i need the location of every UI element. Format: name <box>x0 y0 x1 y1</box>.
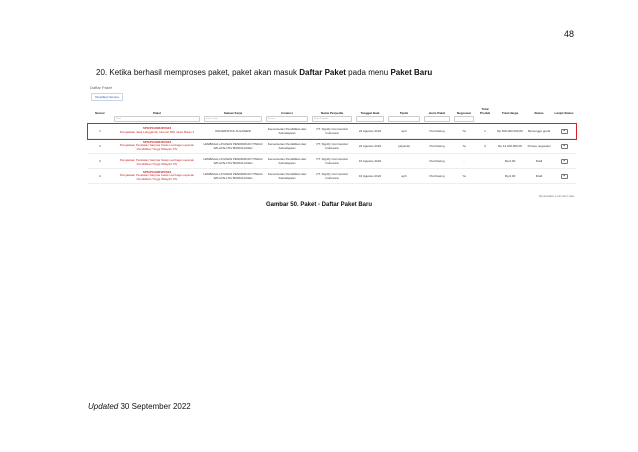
cell-produk: 3 <box>484 144 486 148</box>
paket-name[interactable]: Pengadaan Peralatan Sarpras Kelas Lembaga Layanan Pendidikan Tinggi Wilayah XIV <box>119 158 195 166</box>
col-lanjut-status: Lanjut Status <box>554 111 574 115</box>
col-negosiasi: Negosiasi <box>456 111 472 115</box>
cell-satker: LEMBAGA LAYANAN PENDIDIKAN TINGGI WILAYAH XIV BANDA ACEH <box>203 142 263 150</box>
cell-instansi: Kementerian Pendidikan dan Kebudayaan <box>267 127 307 135</box>
paket-name[interactable]: Pengadaan Peralatan Sarpras Kelas Lembaga Layanan Pendidikan Tinggi Wilayah XIV <box>119 143 195 151</box>
col-status: Status <box>534 111 544 115</box>
cell-penyedia: PT. Signify Commercial Indonesia <box>316 172 348 180</box>
filter-penyedia[interactable]: Nama Penyedia <box>312 116 352 122</box>
table-row[interactable] <box>88 139 576 154</box>
cell-instansi: Kementerian Pendidikan dan Kebudayaan <box>267 172 307 180</box>
col-tanggal: Tanggal Buat <box>360 111 380 115</box>
step-heading <box>96 68 432 77</box>
cell-penyedia: PT. Signify Commercial Indonesia <box>316 157 348 165</box>
cell-jenis: Purchasing <box>429 159 445 163</box>
embedded-screenshot <box>88 85 576 197</box>
cell-harga: Rp.14.400.000,00 <box>498 144 522 148</box>
paket-code: SPK/PCAMK/25/S16 <box>142 140 172 144</box>
tab-show-all[interactable]: Tampilkan Semua <box>91 93 123 101</box>
filter-jenis[interactable] <box>424 116 450 122</box>
cell-paket <box>112 127 202 134</box>
cell-paket <box>112 156 202 167</box>
filter-paket[interactable]: Paket <box>114 116 200 122</box>
page-number: 48 <box>563 29 574 39</box>
filter-satker[interactable]: Satuan Kerja <box>204 116 262 122</box>
cell-jenis: Purchasing <box>429 144 445 148</box>
updated-date: 30 September 2022 <box>120 402 191 411</box>
col-nomor: Nomor <box>95 111 105 115</box>
cell-paket <box>112 141 202 152</box>
cell-satker: UNIVERSITAS SULAWESI <box>214 129 251 133</box>
cell-instansi: Kementerian Pendidikan dan Kebudayaan <box>267 157 307 165</box>
cell-no: 3 <box>99 159 101 163</box>
cell-tanggal: 16 Agustus 2022 <box>358 159 382 163</box>
table-row[interactable] <box>88 169 576 184</box>
paket-code: SPK/PCAMK/25/S16 <box>142 127 172 131</box>
filter-tanggal[interactable] <box>356 116 384 122</box>
paket-name[interactable]: Pengadaan Jasa Langganan Internet 500 mbps Bulan 3 <box>119 130 195 134</box>
cell-satker: LEMBAGA LAYANAN PENDIDIKAN TINGGI WILAYAH XIV BANDA ACEH <box>203 172 263 180</box>
cell-jenis: Purchasing <box>429 174 445 178</box>
eye-icon[interactable]: ◉ <box>561 144 568 149</box>
col-penyedia: Nama Penyedia <box>320 111 344 115</box>
cell-nego: Ya <box>462 174 466 178</box>
updated-line <box>88 402 191 411</box>
col-total-harga: Total Harga <box>501 111 519 115</box>
cell-tanggal: 22 Agustus 2022 <box>358 144 382 148</box>
table-header <box>88 105 576 115</box>
cell-jenis: Purchasing <box>429 129 445 133</box>
cell-nego: Ya <box>462 144 466 148</box>
cell-penyedia: PT. Signify Commercial Indonesia <box>316 142 348 150</box>
cell-tanggal: 16 Agustus 2022 <box>358 174 382 178</box>
cell-no: 2 <box>99 144 101 148</box>
cell-instansi: Kementerian Pendidikan dan Kebudayaan <box>267 142 307 150</box>
table-row[interactable] <box>88 154 576 169</box>
filter-instansi[interactable]: Instansi <box>266 116 308 122</box>
cell-ppobi: aph <box>401 129 407 133</box>
cell-no: 1 <box>99 129 101 133</box>
eye-icon[interactable]: ◉ <box>561 129 568 134</box>
figure-caption: Gambar 50. Paket - Daftar Paket Baru <box>265 202 373 208</box>
cell-status: Proses negosiasi <box>527 144 551 148</box>
table-footer: Menampilkan 4 entri dari 4 data <box>538 195 574 198</box>
app-title: Daftar Paket <box>90 85 113 90</box>
cell-penyedia: PT. Signify Commercial Indonesia <box>316 127 348 135</box>
eye-icon[interactable]: ◉ <box>561 159 568 164</box>
cell-ppobi: aph <box>401 174 407 178</box>
col-ppobi: Ppobi <box>399 111 409 115</box>
filter-negosiasi[interactable] <box>454 116 474 122</box>
cell-ppobi: pelyanlei <box>398 144 410 148</box>
step-bold-1: Daftar Paket <box>299 68 346 77</box>
filter-row <box>88 115 576 124</box>
col-total-produk: Total Produk <box>479 107 491 115</box>
cell-harga: Rp.500.000.000,00 <box>497 129 523 133</box>
step-bold-2: Paket Baru <box>390 68 433 77</box>
step-text-1: Ketika berhasil memproses paket, paket akan masuk <box>109 68 298 77</box>
cell-status: Draft <box>535 174 543 178</box>
paket-name[interactable]: Pengadaan Peralatan Sarpras Kelas Lembaga Layanan Pendidikan Tinggi Wilayah XIV <box>119 173 195 181</box>
col-jenis: Jenis Paket <box>428 111 446 115</box>
paket-table <box>88 105 576 184</box>
cell-status: Menunggu ppobi <box>527 129 551 133</box>
step-text-2: pada menu <box>348 68 389 77</box>
paket-code: SPK/PCAMK/25/S16 <box>142 170 172 174</box>
col-satker: Satuan Kerja <box>223 111 243 115</box>
cell-satker: LEMBAGA LAYANAN PENDIDIKAN TINGGI WILAYAH XIV BANDA ACEH <box>203 157 263 165</box>
cell-nego: Ya <box>462 129 466 133</box>
filter-ppobi[interactable] <box>388 116 420 122</box>
cell-no: 4 <box>99 174 101 178</box>
cell-harga: Rp.0,00 <box>504 174 516 178</box>
cell-produk: 1 <box>484 129 486 133</box>
cell-paket <box>112 171 202 182</box>
col-instansi: Instansi <box>281 111 293 115</box>
cell-nego: - <box>463 159 465 163</box>
cell-tanggal: 22 Agustus 2022 <box>358 129 382 133</box>
updated-label: Updated <box>88 402 119 411</box>
cell-status: Draft <box>535 159 543 163</box>
table-body <box>88 124 576 184</box>
step-number: 20. <box>96 68 108 77</box>
cell-harga: Rp.0,00 <box>504 159 516 163</box>
col-paket: Paket <box>152 111 161 115</box>
eye-icon[interactable]: ◉ <box>561 174 568 179</box>
table-row-highlighted[interactable] <box>88 124 576 139</box>
